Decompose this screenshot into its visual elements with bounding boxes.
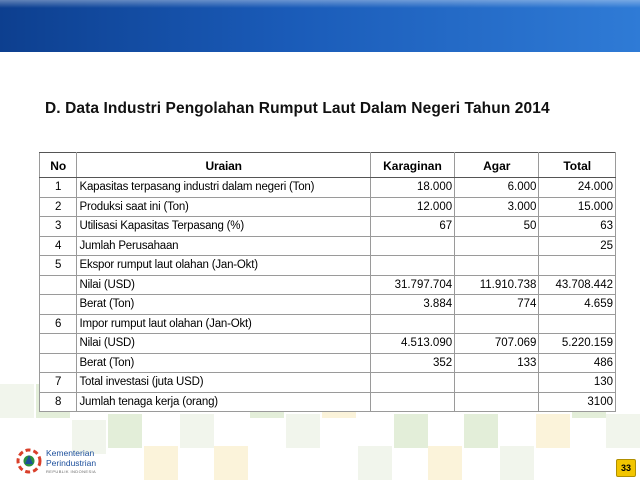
cell-no bbox=[40, 353, 77, 373]
cell-agar: 6.000 bbox=[455, 178, 539, 198]
header-bar bbox=[0, 0, 640, 52]
cell-no bbox=[40, 295, 77, 315]
cell-agar bbox=[455, 236, 539, 256]
cell-agar: 133 bbox=[455, 353, 539, 373]
table-row bbox=[40, 217, 616, 237]
cell-total: 5.220.159 bbox=[539, 334, 616, 354]
cell-agar bbox=[455, 256, 539, 276]
cell-karaginan bbox=[370, 373, 454, 393]
cell-agar: 774 bbox=[455, 295, 539, 315]
cell-karaginan: 12.000 bbox=[370, 197, 454, 217]
table-row bbox=[40, 314, 616, 334]
cell-total: 486 bbox=[539, 353, 616, 373]
cell-uraian: Kapasitas terpasang industri dalam negeri (Ton) bbox=[77, 178, 370, 198]
table-header-row bbox=[40, 153, 616, 178]
cell-no: 3 bbox=[40, 217, 77, 237]
cell-uraian: Nilai (USD) bbox=[77, 275, 370, 295]
cell-total: 3100 bbox=[539, 392, 616, 412]
cell-karaginan: 4.513.090 bbox=[370, 334, 454, 354]
table-row bbox=[40, 373, 616, 393]
table-row bbox=[40, 295, 616, 315]
cell-total: 25 bbox=[539, 236, 616, 256]
cell-no: 2 bbox=[40, 197, 77, 217]
cell-total: 130 bbox=[539, 373, 616, 393]
table-row bbox=[40, 275, 616, 295]
table-row bbox=[40, 334, 616, 354]
cell-total bbox=[539, 256, 616, 276]
cell-uraian: Utilisasi Kapasitas Terpasang (%) bbox=[77, 217, 370, 237]
cell-no bbox=[40, 334, 77, 354]
table-row bbox=[40, 392, 616, 412]
cell-uraian: Berat (Ton) bbox=[77, 295, 370, 315]
data-table bbox=[39, 152, 616, 412]
table-row bbox=[40, 353, 616, 373]
cell-no: 6 bbox=[40, 314, 77, 334]
cell-uraian: Berat (Ton) bbox=[77, 353, 370, 373]
cell-agar bbox=[455, 392, 539, 412]
header-total: Total bbox=[539, 153, 616, 178]
cell-total: 43.708.442 bbox=[539, 275, 616, 295]
logo-line-3: REPUBLIK INDONESIA bbox=[46, 469, 97, 474]
cell-uraian: Total investasi (juta USD) bbox=[77, 373, 370, 393]
cell-karaginan bbox=[370, 236, 454, 256]
cell-agar bbox=[455, 373, 539, 393]
header-karaginan: Karaginan bbox=[370, 153, 454, 178]
table-row bbox=[40, 256, 616, 276]
cell-agar: 11.910.738 bbox=[455, 275, 539, 295]
cell-karaginan bbox=[370, 392, 454, 412]
logo-line-2: Perindustrian bbox=[46, 458, 97, 468]
cell-uraian: Produksi saat ini (Ton) bbox=[77, 197, 370, 217]
cell-total: 63 bbox=[539, 217, 616, 237]
cell-karaginan: 3.884 bbox=[370, 295, 454, 315]
cell-uraian: Jumlah tenaga kerja (orang) bbox=[77, 392, 370, 412]
ministry-logo-icon bbox=[16, 448, 42, 474]
cell-no: 8 bbox=[40, 392, 77, 412]
page-title: D. Data Industri Pengolahan Rumput Laut Dalam Negeri Tahun 2014 bbox=[45, 100, 550, 117]
cell-uraian: Impor rumput laut olahan (Jan-Okt) bbox=[77, 314, 370, 334]
cell-total: 4.659 bbox=[539, 295, 616, 315]
cell-karaginan: 67 bbox=[370, 217, 454, 237]
header-bar-shine bbox=[0, 0, 640, 8]
cell-no bbox=[40, 275, 77, 295]
cell-karaginan: 18.000 bbox=[370, 178, 454, 198]
cell-agar bbox=[455, 314, 539, 334]
cell-agar: 707.069 bbox=[455, 334, 539, 354]
cell-no: 7 bbox=[40, 373, 77, 393]
page-number-badge: 33 bbox=[616, 459, 636, 477]
table-row bbox=[40, 178, 616, 198]
header-no: No bbox=[40, 153, 77, 178]
cell-no: 5 bbox=[40, 256, 77, 276]
cell-total: 15.000 bbox=[539, 197, 616, 217]
cell-uraian: Ekspor rumput laut olahan (Jan-Okt) bbox=[77, 256, 370, 276]
ministry-logo bbox=[16, 448, 126, 476]
table-row bbox=[40, 236, 616, 256]
cell-uraian: Jumlah Perusahaan bbox=[77, 236, 370, 256]
header-agar: Agar bbox=[455, 153, 539, 178]
cell-no: 4 bbox=[40, 236, 77, 256]
cell-agar: 50 bbox=[455, 217, 539, 237]
cell-karaginan bbox=[370, 314, 454, 334]
logo-line-1: Kementerian bbox=[46, 448, 95, 458]
cell-total: 24.000 bbox=[539, 178, 616, 198]
cell-agar: 3.000 bbox=[455, 197, 539, 217]
cell-total bbox=[539, 314, 616, 334]
cell-karaginan: 352 bbox=[370, 353, 454, 373]
table-row bbox=[40, 197, 616, 217]
header-uraian: Uraian bbox=[77, 153, 370, 178]
cell-karaginan bbox=[370, 256, 454, 276]
cell-no: 1 bbox=[40, 178, 77, 198]
cell-uraian: Nilai (USD) bbox=[77, 334, 370, 354]
cell-karaginan: 31.797.704 bbox=[370, 275, 454, 295]
